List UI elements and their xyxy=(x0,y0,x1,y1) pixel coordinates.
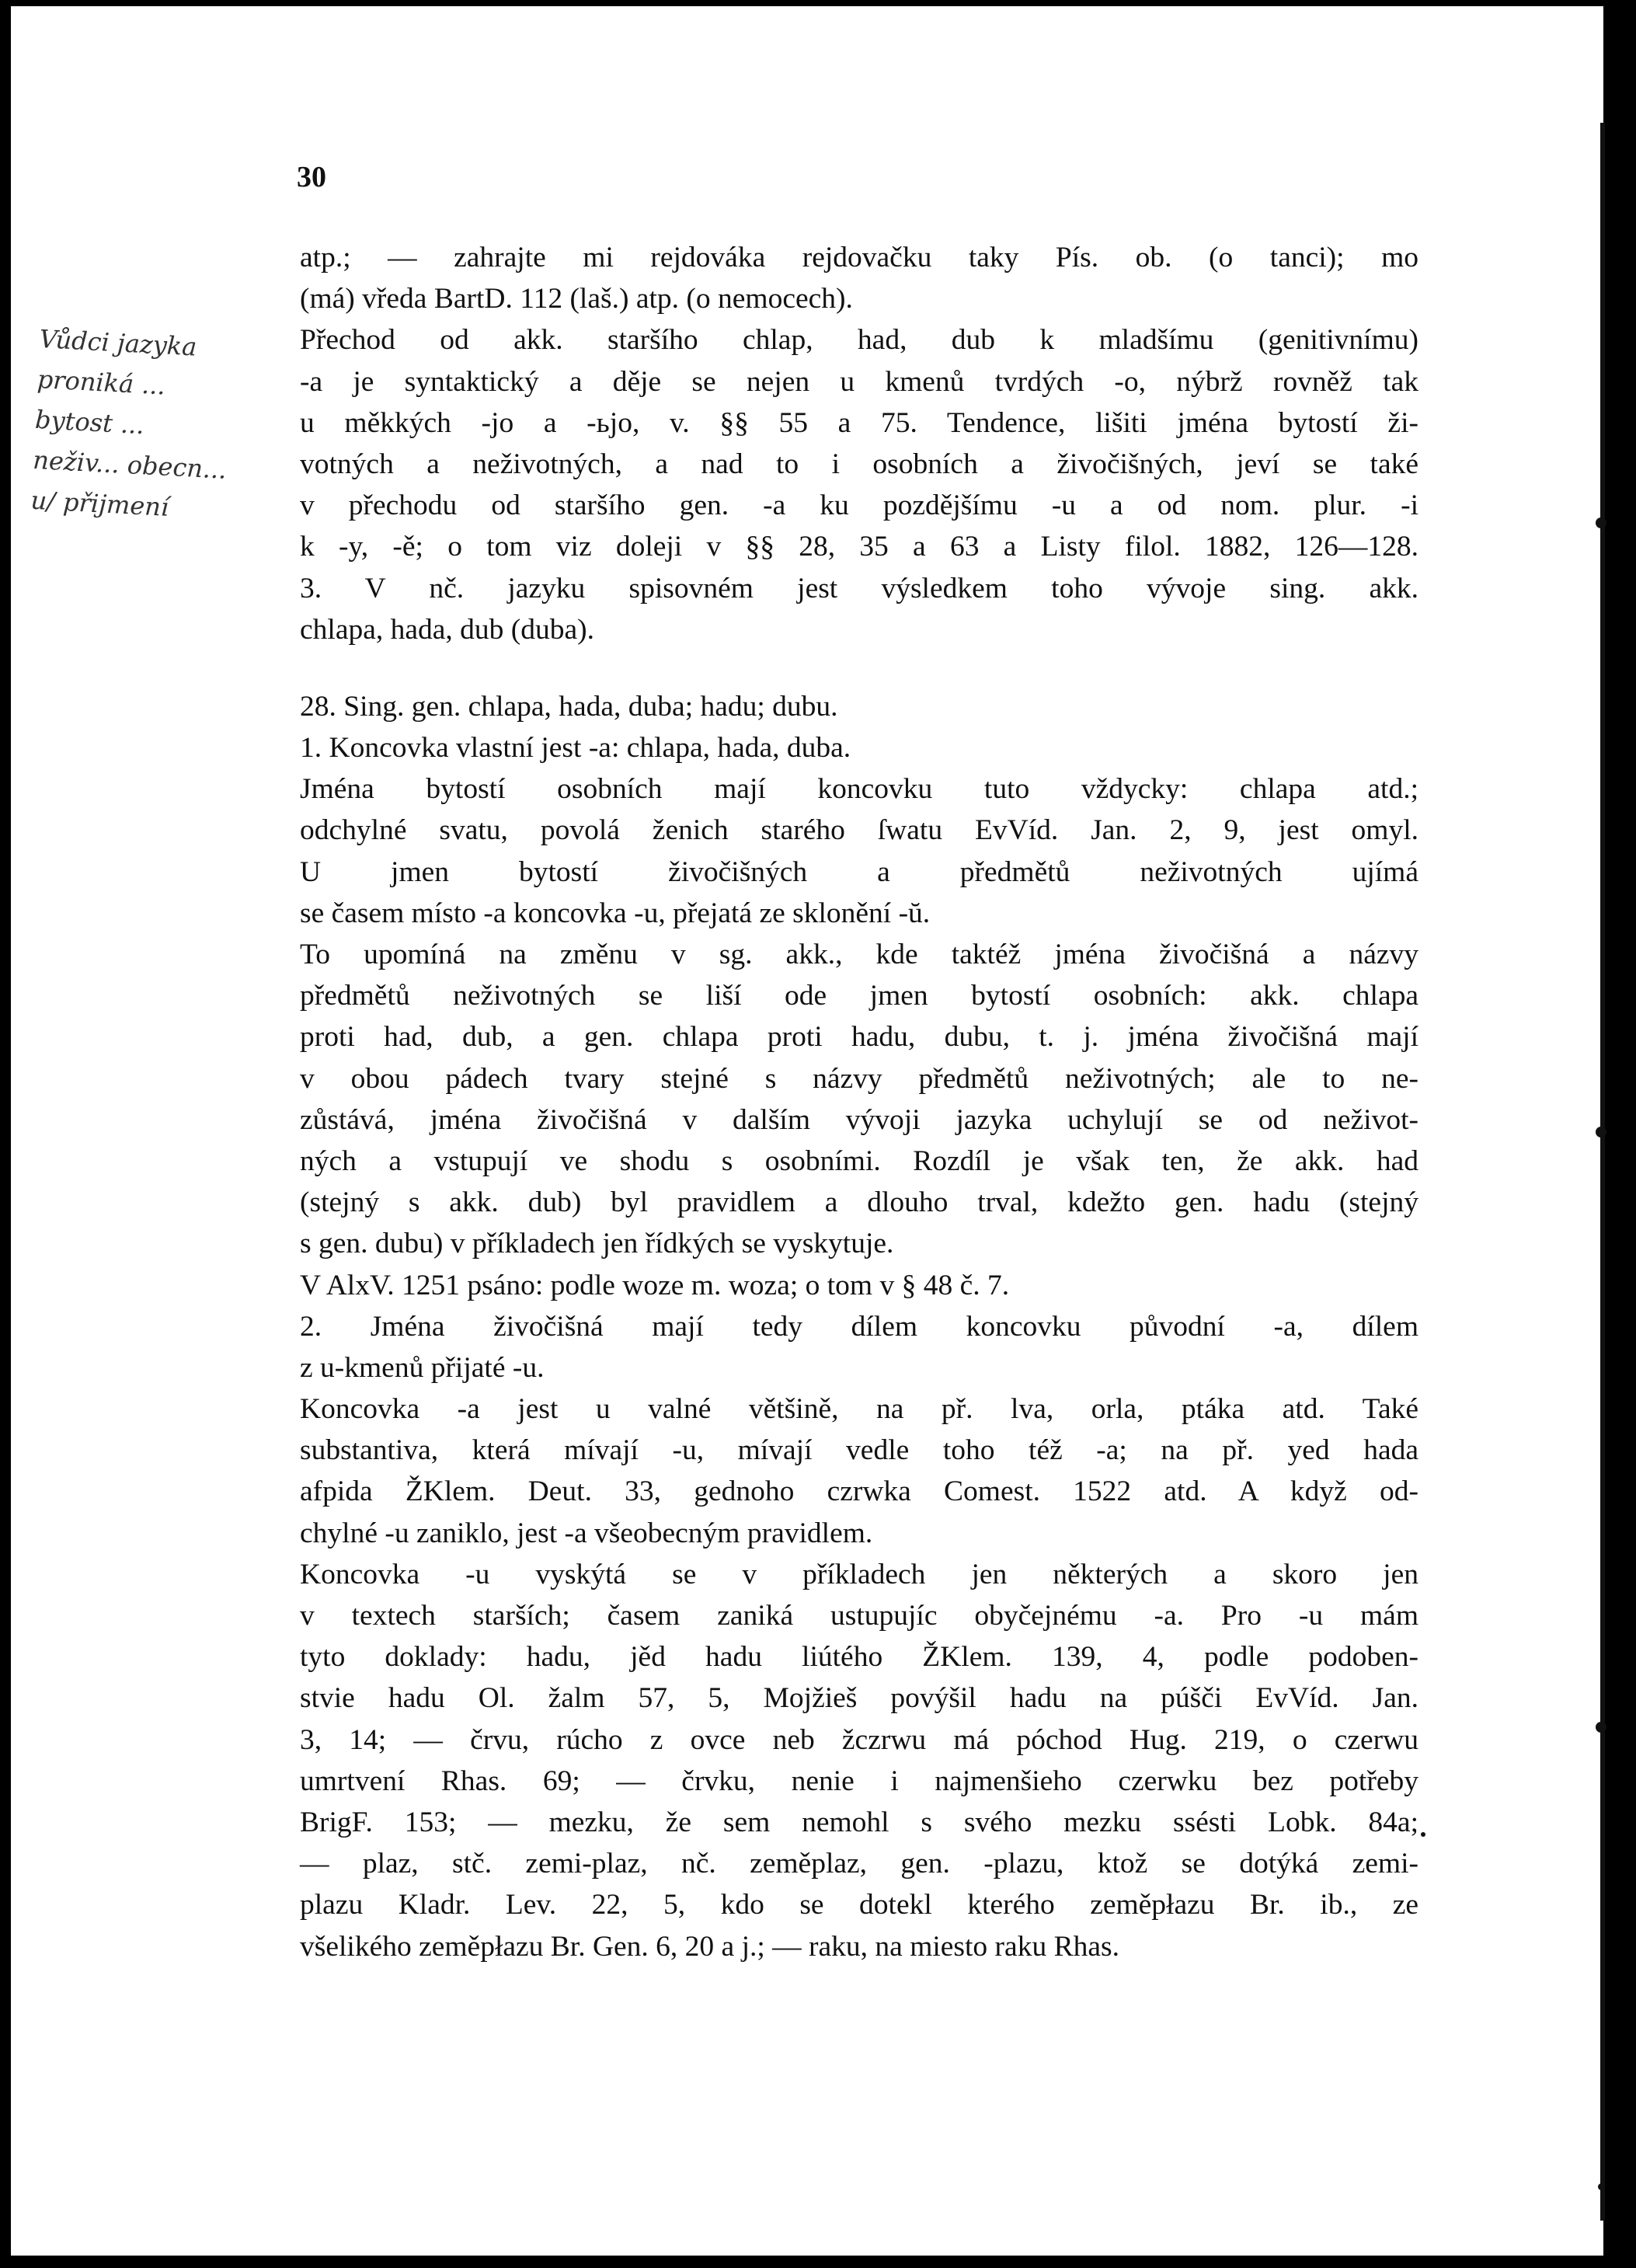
margin-note-line: proniká ... xyxy=(36,364,166,401)
text-line: proti had, dub, a gen. chlapa proti hadu, dubu, t. j. jména živočišná mají xyxy=(300,1021,1418,1054)
scan-border-right xyxy=(1606,0,1633,2268)
page-number: 30 xyxy=(297,161,326,193)
text-line: Jména bytostí osobních mají koncovku tuto vždycky: chlapa atd.; xyxy=(300,773,1418,806)
page-mark-dot xyxy=(1596,1127,1606,1137)
text-line: -a je syntaktický a děje se nejen u kmenů tvrdých -o, nýbrž rovněž tak xyxy=(300,365,1418,398)
text-line: U jmen bytostí živočišných a předmětů neživotných ujímá xyxy=(300,855,1418,888)
text-line: To upomíná na změnu v sg. akk., kde taktéž jména živočišná a názvy xyxy=(300,939,1418,970)
margin-note-line: Vůdci jazyka xyxy=(38,323,198,362)
text-line: Koncovka -a jest u valné většině, na př. lva, orla, ptáka atd. Také xyxy=(300,1393,1418,1426)
text-line: Koncovka -u vyskýtá se v příkladech jen některých a skoro jen xyxy=(300,1558,1418,1590)
text-line: všelikého zeměpłazu Br. Gen. 6, 20 a j.; — raku, na miesto raku Rhas. xyxy=(300,1930,1119,1963)
text-line: ných a vstupují ve shodu s osobními. Rozdíl je však ten, že akk. had xyxy=(300,1144,1418,1177)
text-line: (má) vředa BartD. 112 (laš.) atp. (o nemocech). xyxy=(300,283,853,315)
text-line: předmětů neživotných se liší ode jmen bytostí osobních: akk. chlapa xyxy=(300,980,1418,1012)
text-line: k -y, -ě; o tom viz doleji v §§ 28, 35 a 63 a Listy filol. 1882, 126—128. xyxy=(300,531,1418,563)
page-mark-dot xyxy=(1596,1722,1606,1733)
handwritten-margin-note xyxy=(30,319,300,534)
margin-note-line: bytost ... xyxy=(34,404,145,441)
text-line: se časem místo -a koncovka -u, přejatá ze sklonění -ŭ. xyxy=(300,897,931,929)
text-line: (stejný s akk. dub) byl pravidlem a dlouho trval, kdežto gen. hadu (stejný xyxy=(300,1186,1418,1219)
margin-note-line: neživ... obecn... xyxy=(32,444,228,485)
text-line: V AlxV. 1251 psáno: podle woze m. woza; o tom v § 48 č. 7. xyxy=(300,1269,1010,1301)
text-line: substantiva, která mívají -u, mívají vedle toho též -a; na př. yed hada xyxy=(300,1434,1418,1467)
text-line: 2. Jména živočišná mají tedy dílem koncovku původní -a, dílem xyxy=(300,1310,1418,1343)
text-line: Přechod od akk. staršího chlap, had, dub k mladšímu (genitivnímu) xyxy=(300,324,1418,357)
text-line: 1. Koncovka vlastní jest -a: chlapa, hada, duba. xyxy=(300,732,851,765)
page-mark-dot xyxy=(1598,2183,1605,2190)
text-line: umrtvení Rhas. 69; — črvku, nenie i najmenšieho czerwku bez potřeby xyxy=(300,1765,1418,1797)
page-edge-line xyxy=(1600,123,1605,2221)
text-line: chylné -u zaniklo, jest -a všeobecným pravidlem. xyxy=(300,1517,873,1549)
text-line: votných a neživotných, a nad to i osobních a živočišných, jeví se také xyxy=(300,448,1418,480)
text-line: 3, 14; — črvu, rúcho z ovce neb žczrwu má póchod Hug. 219, o czerwu xyxy=(300,1723,1418,1756)
text-line: s gen. dubu) v příkladech jen řídkých se vyskytuje. xyxy=(300,1228,894,1260)
text-line: v obou pádech tvary stejné s názvy předmětů neživotných; ale to ne- xyxy=(300,1062,1418,1095)
section-heading: 28. Sing. gen. chlapa, hada, duba; hadu; dubu. xyxy=(300,690,838,723)
margin-note-line: u/ přijmení xyxy=(30,485,170,522)
text-line: v textech starších; časem zaniká ustupujíc obyčejnému -a. Pro -u mám xyxy=(300,1600,1418,1632)
text-line: v přechodu od staršího gen. -a ku pozdějšímu -u a od nom. plur. -i xyxy=(300,489,1418,522)
page-mark-dot xyxy=(1596,517,1606,528)
text-line: — plaz, stč. zemi-plaz, nč. zeměplaz, gen. -plazu, ktož se dotýká zemi- xyxy=(300,1848,1418,1880)
text-line: afpida ŽKlem. Deut. 33, gednoho czrwka Comest. 1522 atd. A když od- xyxy=(300,1475,1418,1508)
text-line: zůstává, jména živočišná v dalším vývoji jazyka uchylují se od neživot- xyxy=(300,1103,1418,1136)
page-mark-dot xyxy=(1421,1832,1425,1837)
text-line: chlapa, hada, dub (duba). xyxy=(300,613,595,646)
text-line: stvie hadu Ol. žalm 57, 5, Mojžieš povýšil hadu na púšči EvVíd. Jan. xyxy=(300,1682,1418,1715)
text-line: u měkkých -jo a -ьjo, v. §§ 55 a 75. Tendence, lišiti jména bytostí ži- xyxy=(300,406,1418,439)
text-line: z u-kmenů přijaté -u. xyxy=(300,1351,545,1384)
text-line: atp.; — zahrajte mi rejdováka rejdovačku taky Pís. ob. (o tanci); mo xyxy=(300,242,1418,273)
text-line: tyto doklady: hadu, jěd hadu liútého ŽKlem. 139, 4, podle podoben- xyxy=(300,1641,1418,1674)
main-text xyxy=(300,237,1418,1967)
text-line: odchylné svatu, povolá ženich starého ſwatu EvVíd. Jan. 2, 9, jest omyl. xyxy=(300,814,1418,847)
text-line: 3. V nč. jazyku spisovném jest výsledkem toho vývoje sing. akk. xyxy=(300,572,1418,604)
text-line: BrigF. 153; — mezku, že sem nemohl s svého mezku ssésti Lobk. 84a; xyxy=(300,1806,1418,1838)
text-line: plazu Kladr. Lev. 22, 5, kdo se dotekl kterého zeměpłazu Br. ib., ze xyxy=(300,1889,1418,1921)
